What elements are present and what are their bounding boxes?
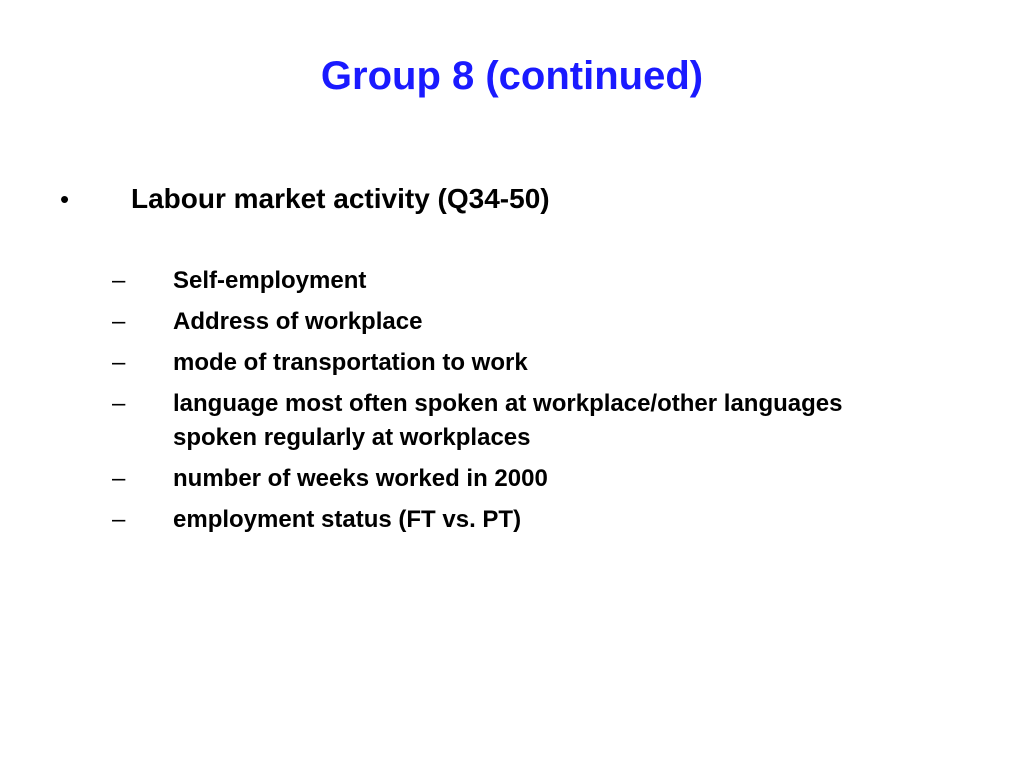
dash-marker: – [112, 308, 126, 335]
sub-bullet-list [0, 264, 1024, 544]
sub-bullet-item [0, 305, 1024, 339]
sub-bullet-item [0, 264, 1024, 298]
slide-title: Group 8 (continued) [320, 54, 704, 98]
dash-marker: – [112, 390, 126, 417]
main-bullet-text: Labour market activity (Q34-50) [131, 183, 550, 214]
dash-marker: – [112, 267, 126, 294]
sub-bullet-text: Self-employment [173, 267, 367, 294]
sub-bullet-text: employment status (FT vs. PT) [173, 506, 522, 533]
sub-bullet-item [0, 346, 1024, 380]
dash-marker: – [112, 465, 126, 492]
dash-marker: – [112, 506, 126, 533]
bullet-marker: • [60, 184, 70, 214]
sub-bullet-item [0, 503, 1024, 537]
sub-bullet-item [0, 387, 1024, 455]
sub-bullet-text: number of weeks worked in 2000 [173, 465, 548, 492]
sub-bullet-text: language most often spoken at workplace/other languages spoken regularly at workplaces [173, 390, 843, 451]
dash-marker: – [112, 349, 126, 376]
sub-bullet-item [0, 462, 1024, 496]
sub-bullet-text: mode of transportation to work [173, 349, 528, 376]
sub-bullet-text: Address of workplace [173, 308, 423, 335]
